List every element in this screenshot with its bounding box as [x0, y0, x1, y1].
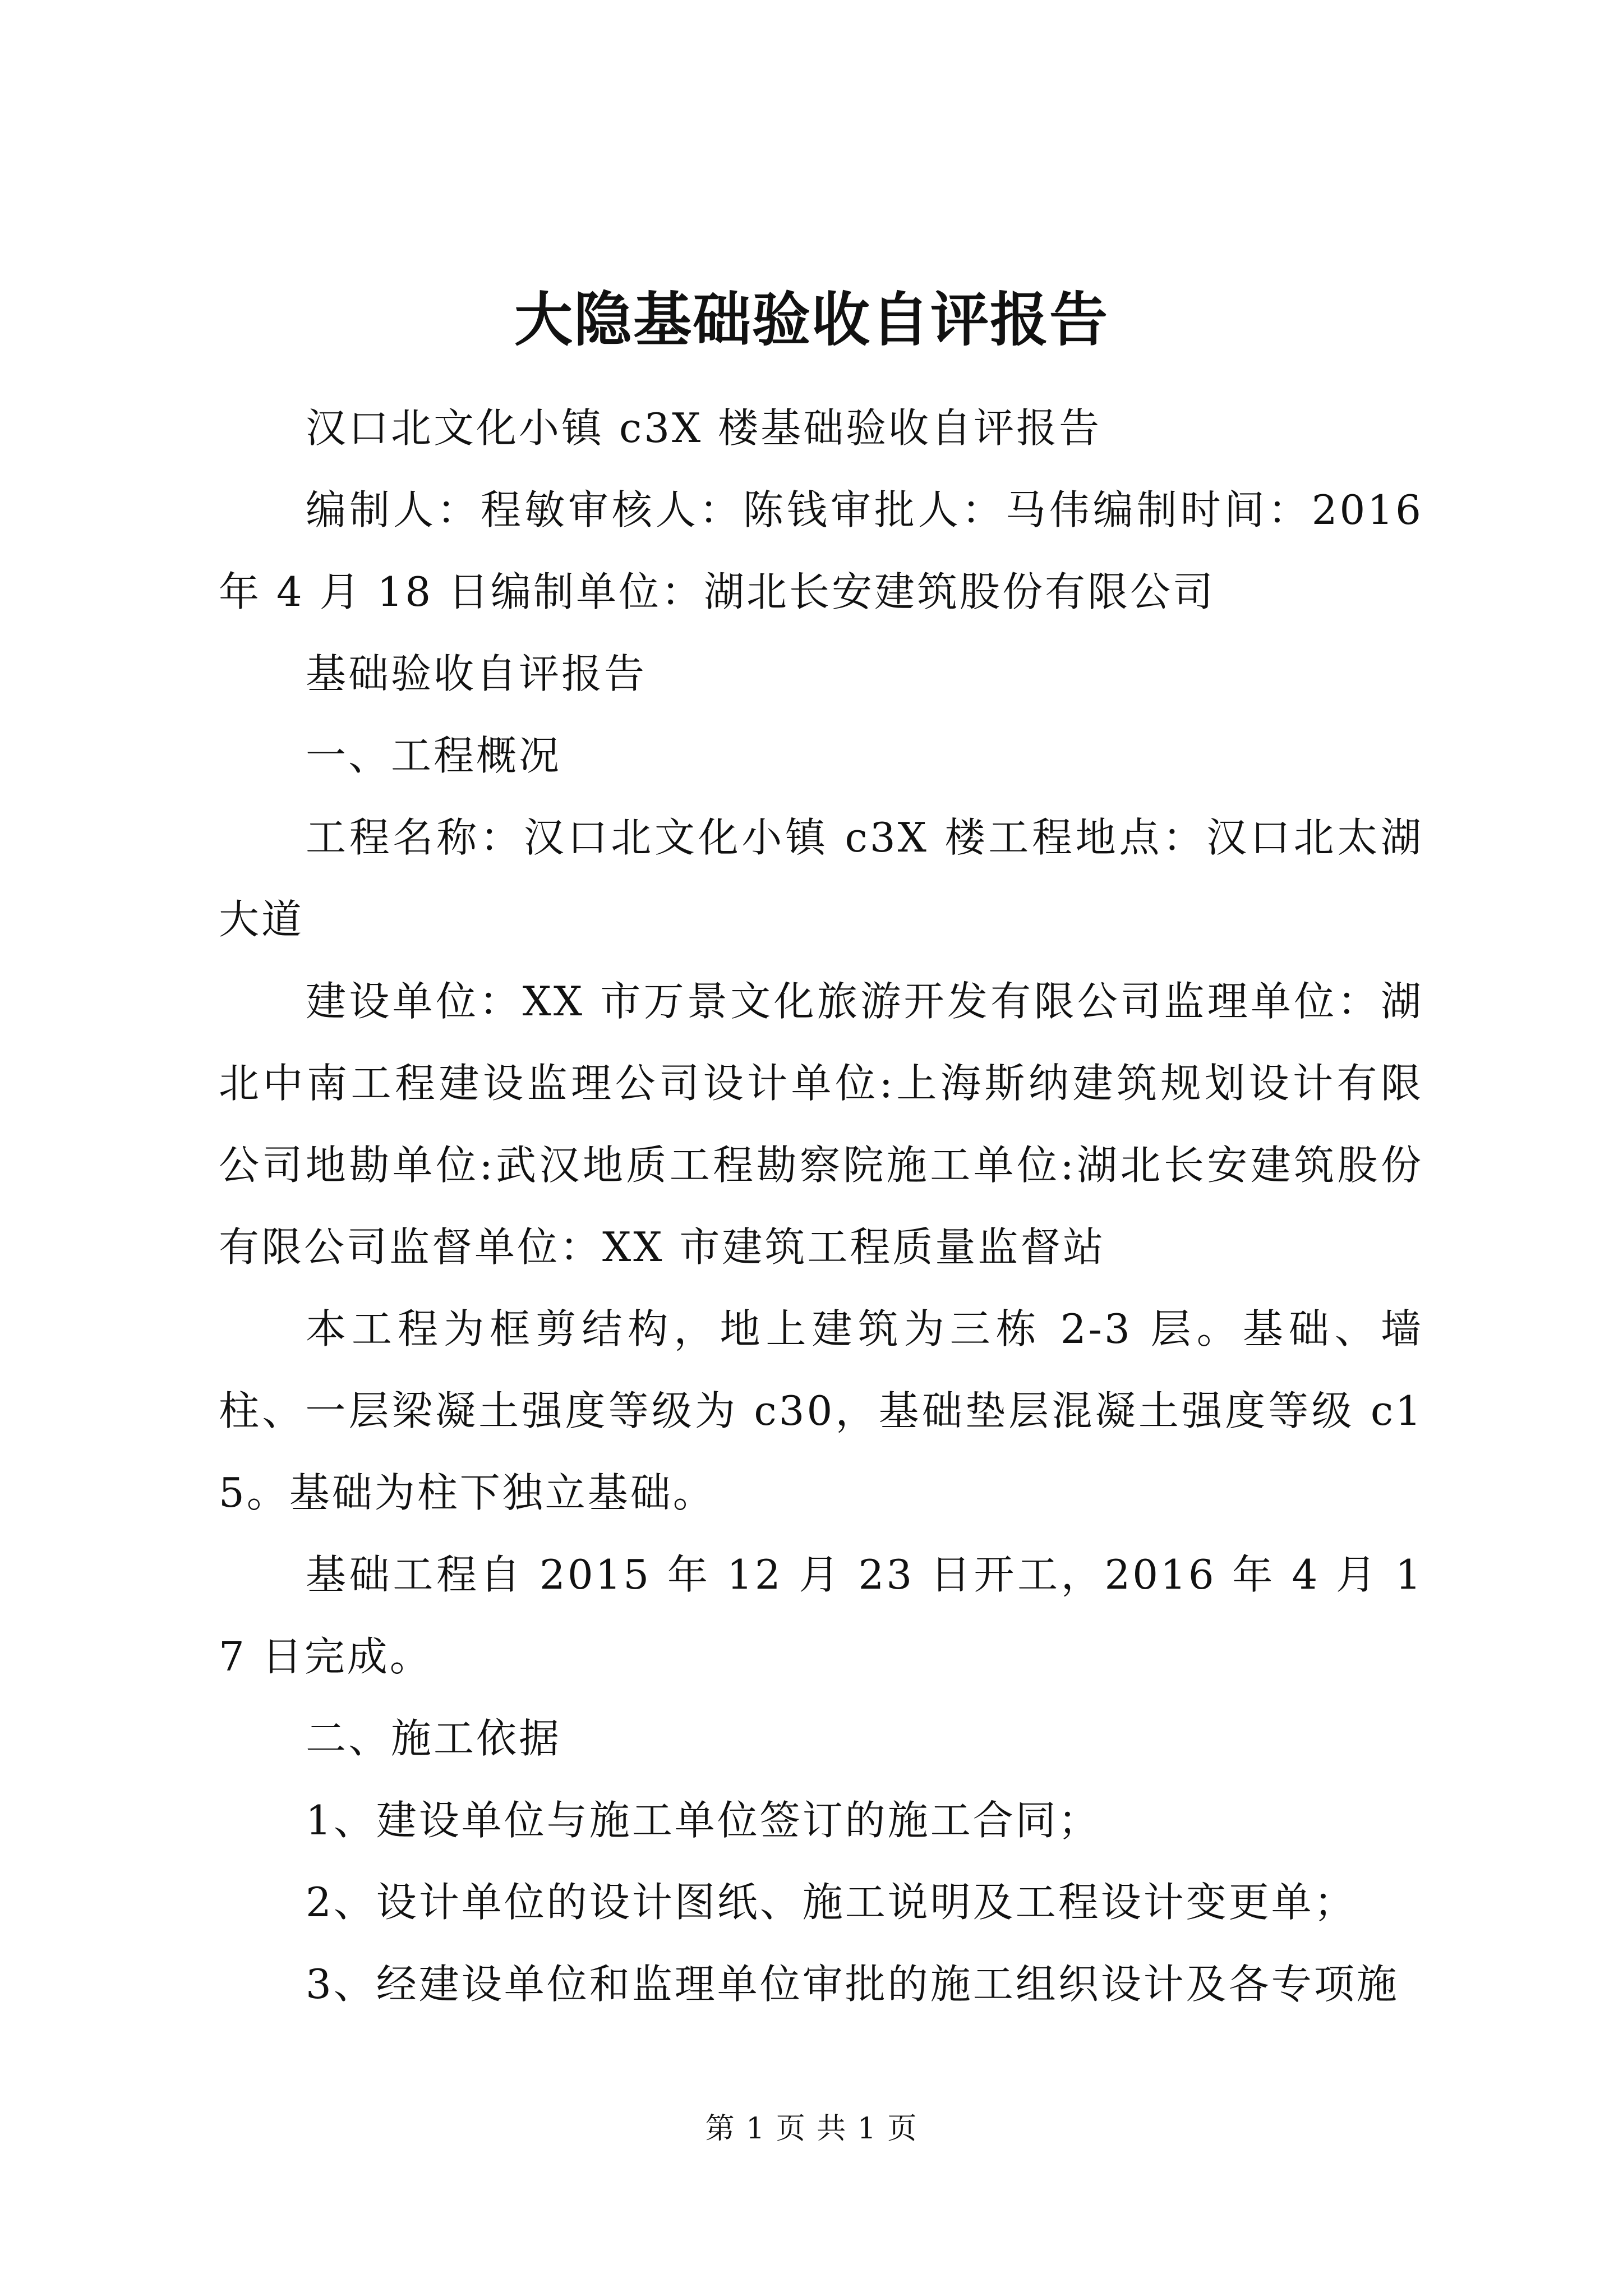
document-title: 大隐基础验收自评报告	[514, 285, 1109, 354]
list-item-drawings: 2、设计单位的设计图纸、施工说明及工程设计变更单；	[306, 1879, 1357, 1926]
paragraph-schedule: 基础工程自 2015 年 12 月 23 日开工，2016 年 4 月 17 日完成。	[219, 1551, 1423, 1680]
paragraph-subtitle: 汉口北文化小镇 c3X 楼基础验收自评报告	[306, 404, 1102, 452]
list-item-construction-plan: 3、经建设单位和监理单位审批的施工组织设计及各专项施	[306, 1961, 1399, 2008]
page-footer: 第 1 页 共 1 页	[705, 2112, 918, 2146]
paragraph-project-name: 工程名称：汉口北文化小镇 c3X 楼工程地点：汉口北太湖大道	[219, 814, 1423, 943]
paragraph-structure: 本工程为框剪结构，地上建筑为三栋 2-3 层。基础、墙柱、一层梁凝土强度等级为 c30，基础垫层混凝土强度等级 c15。基础为柱下独立基础。	[219, 1305, 1423, 1516]
document-body	[219, 387, 1423, 2025]
paragraph-authors: 编制人：程敏审核人：陈钱审批人：马伟编制时间：2016 年 4 月 18 日编制单位：湖北长安建筑股份有限公司	[219, 486, 1423, 615]
section-heading-basis: 二、施工依据	[306, 1715, 562, 1762]
list-item-contract: 1、建设单位与施工单位签订的施工合同；	[306, 1797, 1101, 1844]
paragraph-report-heading: 基础验收自评报告	[306, 650, 647, 697]
section-heading-overview: 一、工程概况	[306, 732, 562, 779]
paragraph-parties: 建设单位：XX 市万景文化旅游开发有限公司监理单位：湖北中南工程建设监理公司设计单位:上海斯纳建筑规划设计有限公司地勘单位:武汉地质工程勘察院施工单位:湖北长安建筑股份有限公司监督单位：XX 市建筑工程质量监督站	[219, 978, 1423, 1271]
